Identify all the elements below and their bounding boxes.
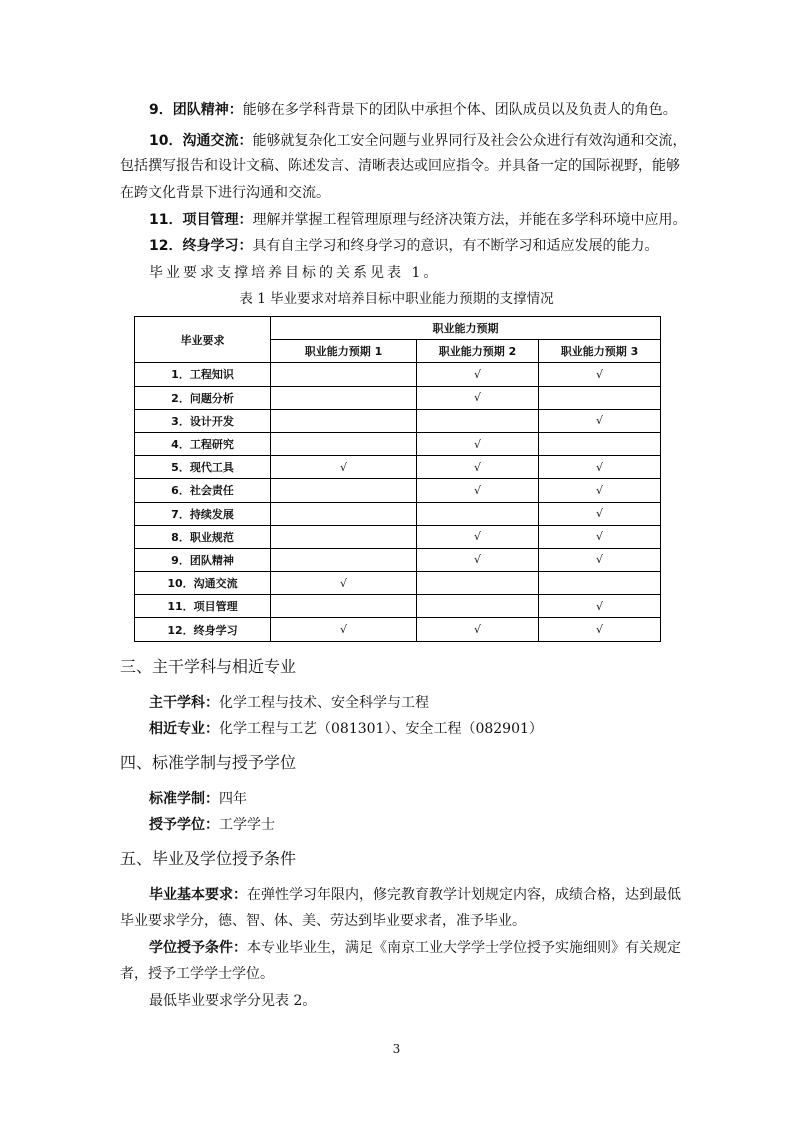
item-11: 11．项目管理：理解并掌握工程管理原理与经济决策方法，并能在多学科环境中应用。	[149, 212, 687, 228]
degree-awarded: 授予学位：工学学士	[149, 817, 275, 833]
table-caption: 表 1 毕业要求对培养目标中职业能力预期的支撑情况	[239, 291, 554, 307]
degree-condition-line2: 者，授予工学学士学位。	[120, 966, 274, 982]
requirements-table	[134, 316, 661, 642]
table-row: 8．职业规范 √ √	[135, 525, 661, 548]
table-row: 4．工程研究 √	[135, 432, 661, 455]
page-number: 3	[392, 1042, 401, 1056]
header-requirement: 毕业要求	[135, 317, 271, 363]
item-9: 9．团队精神：能够在多学科背景下的团队中承担个体、团队成员以及负责人的角色。	[149, 102, 677, 118]
table-row: 9．团队精神 √ √	[135, 548, 661, 571]
item-10-line3: 在跨文化背景下进行沟通和交流。	[120, 185, 330, 201]
table-row: 3．设计开发 √	[135, 409, 661, 432]
table-row: 10．沟通交流 √	[135, 572, 661, 595]
table-row: 5．现代工具 √ √ √	[135, 456, 661, 479]
header-ability-1: 职业能力预期 1	[271, 340, 417, 363]
table-row: 6．社会责任 √ √	[135, 479, 661, 502]
section-3-title: 三、主干学科与相近专业	[120, 657, 297, 676]
table-row: 2．问题分析 √	[135, 386, 661, 409]
standard-length: 标准学制：四年	[149, 791, 247, 807]
main-discipline: 主干学科：化学工程与技术、安全科学与工程	[149, 695, 429, 711]
header-ability-3: 职业能力预期 3	[539, 340, 661, 363]
item-10-line2: 包括撰写报告和设计文稿、陈述发言、清晰表达或回应指令。并具备一定的国际视野，能够	[120, 158, 680, 174]
item-10: 10．沟通交流：能够就复杂化工安全问题与业界同行及社会公众进行有效沟通和交流，	[149, 133, 687, 149]
section-4-title: 四、标准学制与授予学位	[120, 753, 297, 772]
relation-note: 毕业要求支撑培养目标的关系见表 1。	[149, 265, 441, 281]
degree-condition: 学位授予条件：本专业毕业生，满足《南京工业大学学士学位授予实施细则》有关规定	[149, 940, 681, 956]
graduation-requirement: 毕业基本要求：在弹性学习年限内，修完教育教学计划规定内容，成绩合格，达到最低	[149, 887, 681, 903]
credits-note: 最低毕业要求学分见表 2。	[149, 993, 317, 1009]
table-row: 1．工程知识 √ √	[135, 363, 661, 386]
header-ability-group: 职业能力预期	[271, 317, 661, 340]
table-row: 12．终身学习 √ √ √	[135, 618, 661, 641]
table-row: 7．持续发展 √	[135, 502, 661, 525]
graduation-requirement-line2: 毕业要求学分，德、智、体、美、劳达到毕业要求者，准予毕业。	[120, 913, 526, 929]
item-12: 12．终身学习：具有自主学习和终身学习的意识，有不断学习和适应发展的能力。	[149, 238, 659, 254]
header-ability-2: 职业能力预期 2	[417, 340, 539, 363]
table-row: 11．项目管理 √	[135, 595, 661, 618]
related-majors: 相近专业：化学工程与工艺（081301）、安全工程（082901）	[149, 721, 543, 737]
section-5-title: 五、毕业及学位授予条件	[120, 849, 297, 868]
